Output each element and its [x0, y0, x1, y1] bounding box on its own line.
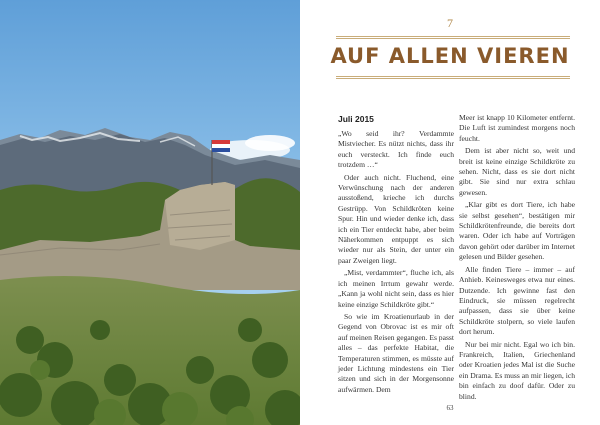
paragraph: Nur bei mir nicht. Egal wo ich bin. Frankreich, Italien, Griechenland oder Kroatien jedes Mal ist die Suche ein Drama. Es muss an mir liegen, ich bin einfach zu doof dafür. Oder zu blind.: [459, 339, 575, 401]
text-column-left: [338, 114, 454, 395]
paragraph: Dem ist aber nicht so, weit und breit ist keine einzige Schildkröte zu sehen. Nicht, dass es sie dort nicht gibt. Sie sind nur extra schlau gewesen.: [459, 146, 575, 197]
paragraph: „Klar gibt es dort Tiere, ich habe sie selbst gesehen“, bestätigen mir Schildkrötenfreunde, die bereits dort waren. Oder ich habe auf Vorträgen davon gehört oder darüber im Internet gelesen und Bilder gesehen.: [459, 200, 575, 262]
paragraph: So wie im Kroatienurlaub in der Gegend von Obrovac ist es mir oft auf meinen Reisen gegangen. Es passt alles – das perfekte Habitat, die Temperaturen stimmen, es müsste auf jeder Lichtung mindestens ein Tier sitzen und sich in der Morgensonne aufwärmen. Dem: [338, 311, 454, 394]
text-column-right: [459, 113, 575, 402]
croatian-flag-icon: [212, 140, 230, 152]
paragraph: Alle finden Tiere – immer – auf Anhieb. Keinesweges etwa nur eines. Dutzende. Ich gewinne fast den Eindruck, sie müssen regelrecht aufpassen, dass sie über keine Schildkröte stolpern, so viele laufen dort herum.: [459, 264, 575, 337]
chapter-number: 7: [447, 16, 453, 30]
chapter-title: AUF ALLEN VIEREN: [330, 44, 570, 68]
page-number: 63: [446, 404, 454, 412]
paragraph: Oder auch nicht. Fluchend, eine Verwünschung nach der anderen ausstoßend, krieche ich durchs Gestrüpp. Von Schildkröten keine Spur. Hin und wieder denke ich, dass ich ein Tier entdeckt habe, aber beim Näherkommen entpuppt es sich wieder nur als Stein, der unter ein paar Zweigen liegt.: [338, 172, 454, 265]
paragraph: „Mist, verdammter“, fluche ich, als ich meinen Irrtum gewahr werde. „Kann ja wohl nicht sein, dass es hier keine einzige Schildkröte gibt.“: [338, 268, 454, 309]
paragraph: Meer ist knapp 10 Kilometer entfernt. Die Luft ist zumindest morgens noch feucht.: [459, 113, 575, 143]
book-page: [300, 0, 600, 425]
paragraph: „Wo seid ihr? Verdammte Mistviecher. Es nützt nichts, dass ihr euch versteckt. Ich finde euch trotzdem …“: [338, 129, 454, 170]
bottom-rule-inner: [336, 78, 570, 79]
top-rule: [336, 36, 570, 37]
section-date: Juli 2015: [338, 114, 374, 124]
bottom-rule: [336, 76, 570, 77]
top-rule-inner: [336, 38, 570, 39]
